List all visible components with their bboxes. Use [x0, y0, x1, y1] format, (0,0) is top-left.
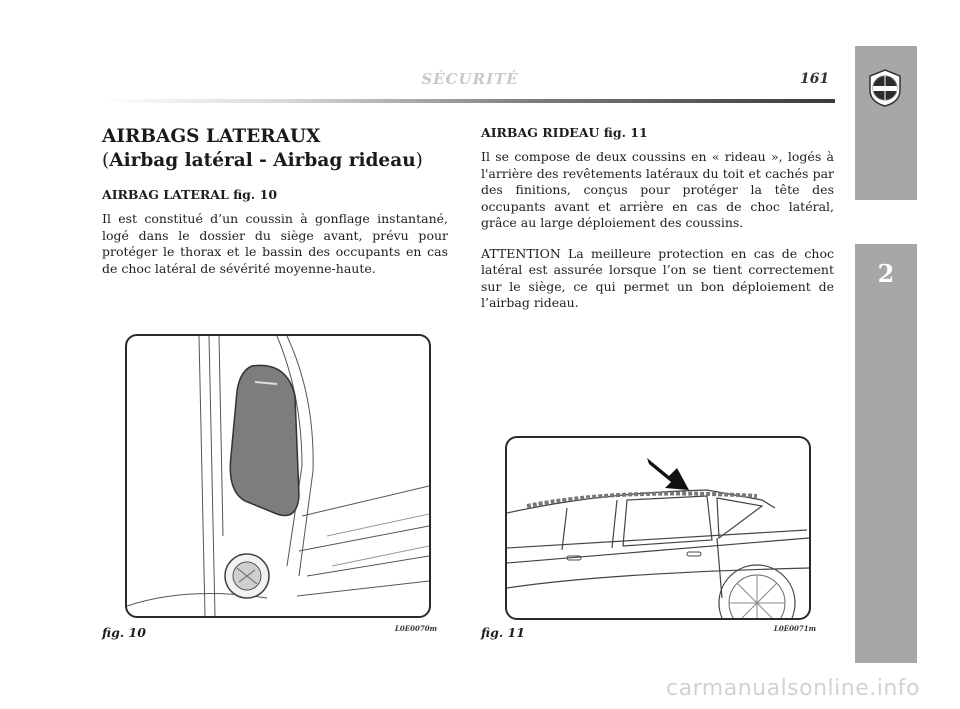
chapter-box [855, 200, 917, 244]
heading-line-2: Airbag latéral - Airbag rideau [109, 150, 416, 171]
seat-airbag-illustration [127, 336, 429, 616]
left-column [102, 125, 448, 291]
section-title: SÉCURITÉ [421, 70, 519, 88]
chapter-number: 2 [877, 259, 895, 288]
lancia-logo-icon [867, 68, 903, 108]
heading-paren-open: ( [102, 150, 110, 171]
side-airbag-subheading: AIRBAG LATERAL fig. 10 [102, 187, 278, 202]
figure-11-image [505, 436, 811, 620]
figure-11-code: L0E0071m [774, 624, 817, 633]
section-heading [102, 125, 448, 173]
figure-11-caption: fig. 11 [481, 625, 525, 640]
curtain-airbag-paragraph: Il se compose de deux coussins en « rideau », logés à l'arrière des revêtements latéraux du toit et cachés par des finitions, conçus pour protéger la tête des occupants avant et arrière en cas de choc latéral, grâce au large déploiement des coussins. [481, 149, 834, 230]
figure-10-image [125, 334, 431, 618]
heading-paren-close: ) [415, 150, 423, 171]
side-airbag-paragraph: Il est constitué d’un coussin à gonflage instantané, logé dans le dossier du siège avant, prévu pour protéger le thorax et le bassin des occupants en cas de choc latéral de sévérité moyenne-haute. [102, 211, 448, 276]
curtain-airbag-subheading: AIRBAG RIDEAU fig. 11 [481, 125, 648, 140]
page-number: 161 [800, 71, 830, 87]
chapter-side-tab [855, 46, 917, 663]
heading-line-1: AIRBAGS LATERAUX [102, 126, 321, 147]
header-rule [100, 99, 835, 103]
attention-paragraph: ATTENTION La meilleure protection en cas de choc latéral est assurée lorsque l’on se tient correctement sur le siège, ce qui permet un bon déploiement de l’airbag rideau. [481, 245, 834, 310]
watermark: carmanualsonline.info [666, 676, 920, 701]
right-column [481, 125, 834, 326]
figure-10-code: L0E0070m [395, 624, 438, 633]
figure-10-caption: fig. 10 [102, 625, 146, 640]
curtain-airbag-illustration [507, 438, 809, 618]
